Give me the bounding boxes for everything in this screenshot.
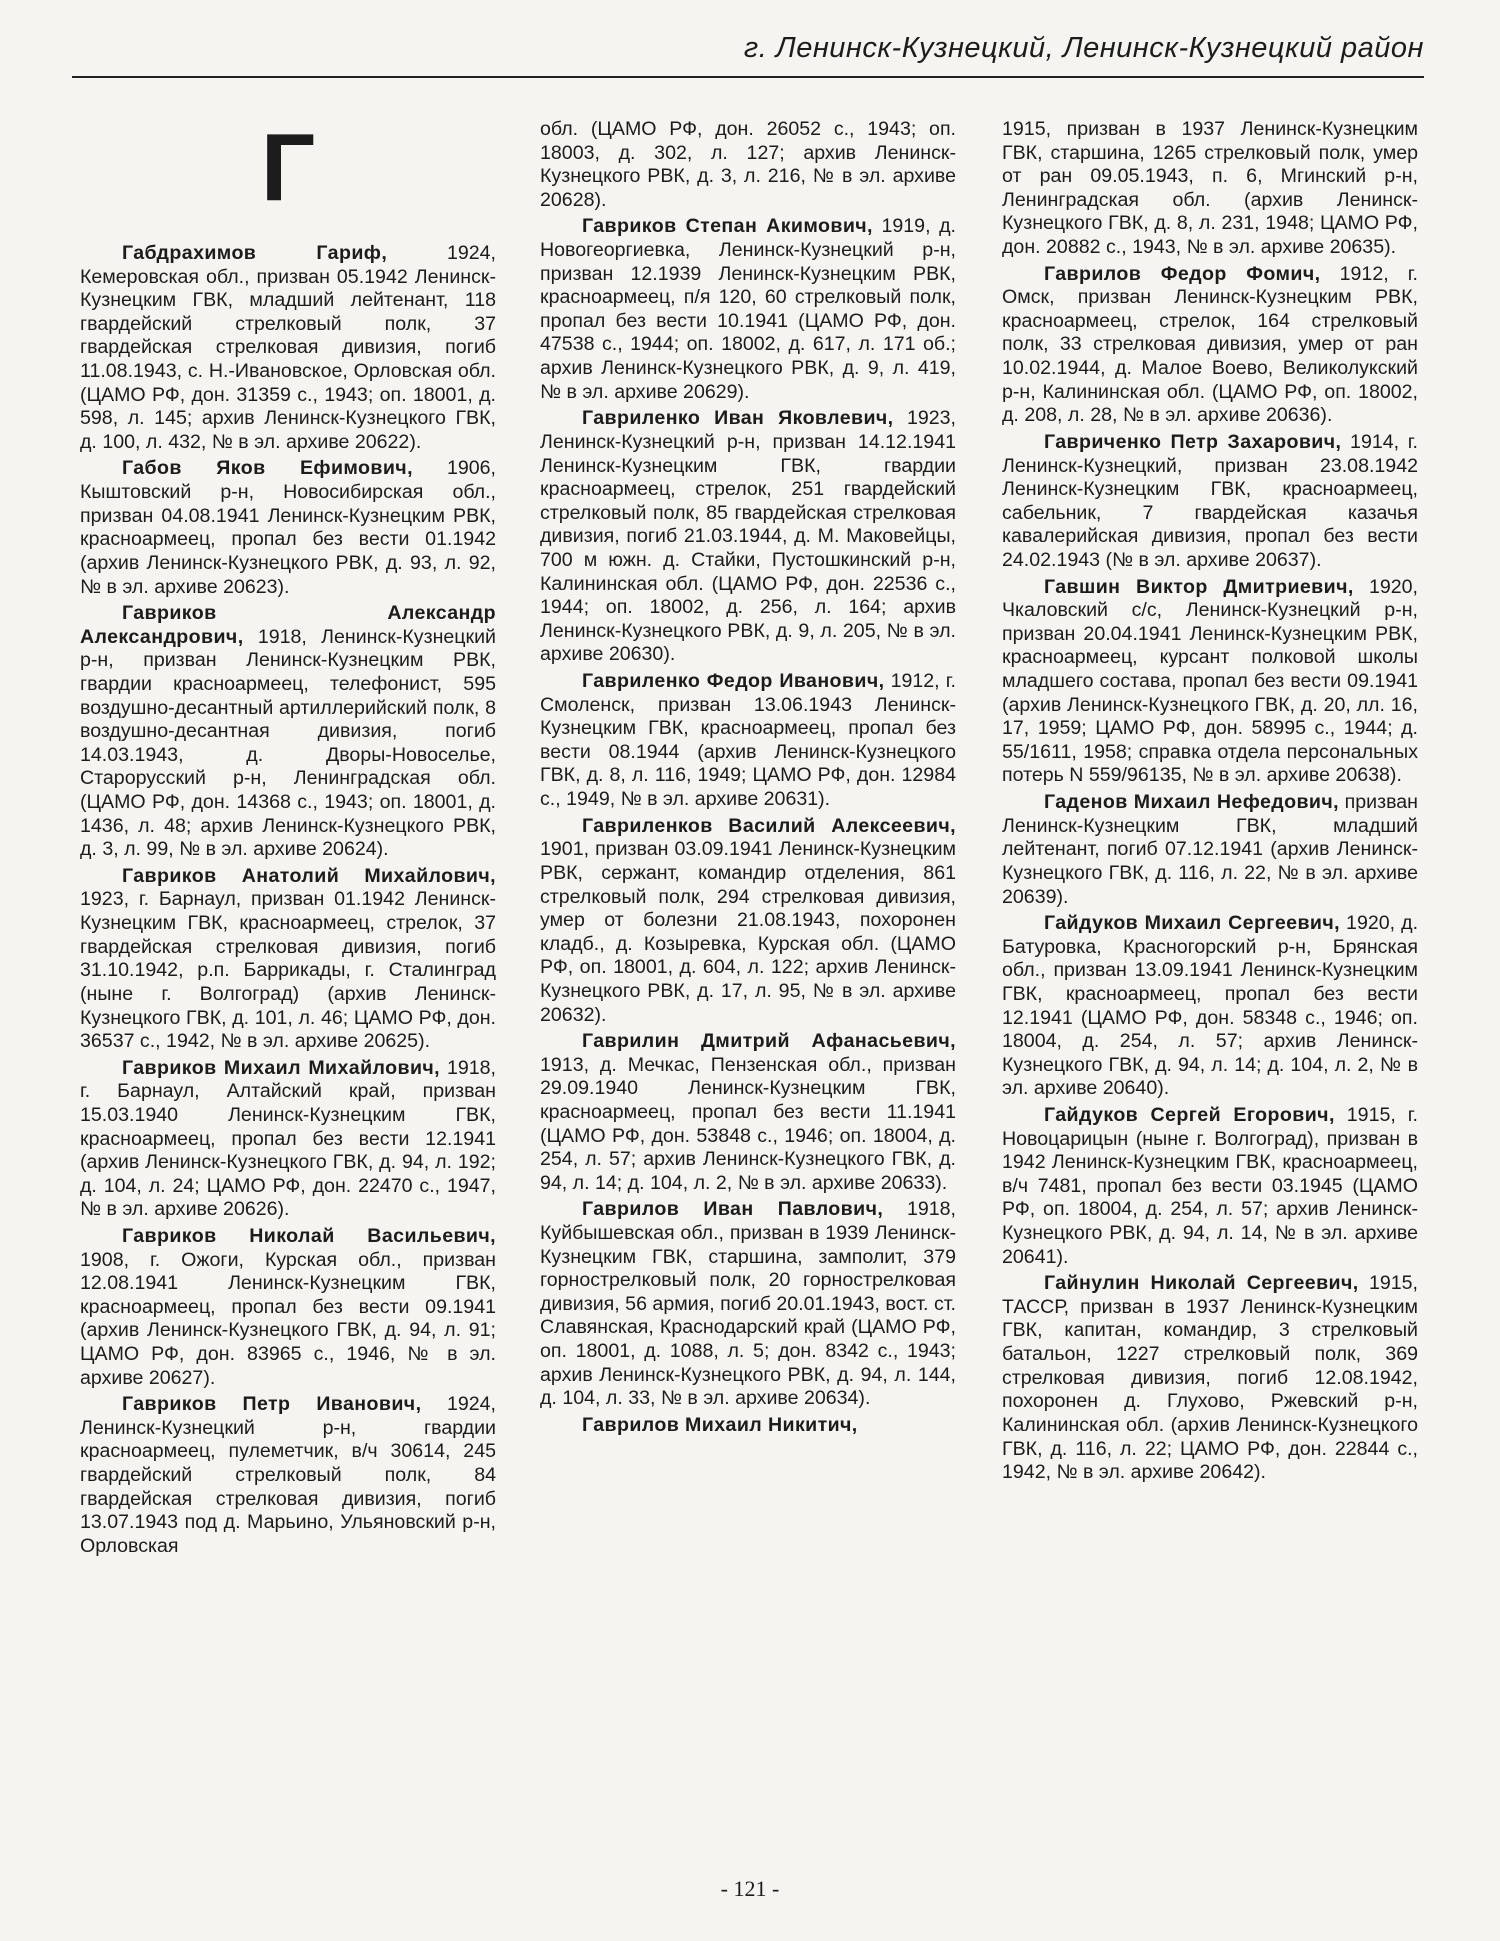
- entry-name: Гавриков Степан Акимович,: [582, 215, 873, 238]
- section-letter: Г: [260, 114, 316, 221]
- entry: [1002, 263, 1418, 428]
- entry-text: 1908, г. Ожоги, Курская обл., призван 12.08.1941 Ленинск-Кузнецким ГВК, красноармеец, пропал без вести 09.1941 (архив Ленинск-Кузнецкого ГВК, д. 94, л. 91; ЦАМО РФ, дон. 83965 с., 1946, № в эл. архиве 20627).: [80, 1248, 496, 1389]
- entry-text: 1915, призван в 1937 Ленинск-Кузнецким ГВК, старшина, 1265 стрелковый полк, умер от ран 09.05.1943, п. 6, Мгинский р-н, Ленинградская обл. (архив Ленинск-Кузнецкого ГВК, д. 8, л. 231, 1948; ЦАМО РФ, дон. 20882 с., 1943, № в эл. архиве 20635).: [1002, 118, 1418, 259]
- entry-name: Гавриков Александр Александрович,: [80, 602, 496, 648]
- entry: [80, 1225, 496, 1390]
- page-number: - 121 -: [720, 1876, 780, 1901]
- column-1: [80, 112, 496, 1562]
- entry-text: 1912, г. Омск, призван Ленинск-Кузнецким РВК, красноармеец, стрелок, 164 стрелковый полк, 33 стрелковая дивизия, умер от ран 10.02.1944, д. Малое Воево, Великолукский р-н, Калининская обл. (ЦАМО РФ, оп. 18002, д. 208, л. 28, № в эл. архиве 20636).: [1002, 262, 1418, 427]
- entry-text: 1912, г. Смоленск, призван 13.06.1943 Ленинск-Кузнецким ГВК, красноармеец, пропал без вести 08.1944 (архив Ленинск-Кузнецкого ГВК, д. 8, л. 116, 1949; ЦАМО РФ, дон. 12984 с., 1949, № в эл. архиве 20631).: [540, 670, 956, 811]
- entry: [540, 1030, 956, 1195]
- entry-text: 1920, д. Батуровка, Красногорский р-н, Брянская обл., призван 13.09.1941 Ленинск-Кузнецким ГВК, красноармеец, пропал без вести 12.1941 (ЦАМО РФ, дон. 58348 с., 1946; оп. 18004, д. 254, л. 57; архив Ленинск-Кузнецкого ГВК, д. 94, л. 14; д. 104, л. 2, № в эл. архиве 20640).: [1002, 912, 1419, 1100]
- entry: [540, 815, 956, 1027]
- entry-name: Гавриленко Иван Яковлевич,: [582, 407, 894, 430]
- entry: [80, 242, 496, 454]
- entry-name: Гавриков Николай Васильевич,: [122, 1224, 496, 1247]
- entry: [1002, 118, 1418, 260]
- entry-name: Гаврилин Дмитрий Афанасьевич,: [582, 1030, 956, 1053]
- entry-name: Гаврилов Федор Фомич,: [1044, 262, 1321, 285]
- entry-name: Гайдуков Сергей Егорович,: [1044, 1103, 1335, 1126]
- entry: [540, 118, 956, 212]
- entry-text: 1918, Ленинск-Кузнецкий р-н, призван Ленинск-Кузнецким РВК, гвардии красноармеец, телефонист, 595 воздушно-десантный артиллерийский полк, 8 воздушно-десантная дивизия, погиб 14.03.1943, д. Дворы-Новоселье, Старорусский р-н, Ленинградская обл. (ЦАМО РФ, дон. 14368 с., 1943; оп. 18001, д. 1436, л. 48; архив Ленинск-Кузнецкого РВК, д. 3, л. 99, № в эл. архиве 20624).: [80, 625, 496, 861]
- entry-name: Габдрахимов Гариф,: [122, 242, 388, 264]
- entry-text: 1918, г. Барнаул, Алтайский край, призван 15.03.1940 Ленинск-Кузнецким ГВК, красноармеец, пропал без вести 12.1941 (архив Ленинск-Кузнецкого ГВК, д. 94, л. 192; д. 104, л. 24; ЦАМО РФ, дон. 22470 с., 1947, № в эл. архиве 20626).: [80, 1056, 497, 1221]
- entry-text: 1923, г. Барнаул, призван 01.1942 Ленинск-Кузнецким ГВК, красноармеец, стрелок, 37 гвардейская стрелковая дивизия, погиб 31.10.1942, р.п. Баррикады, г. Сталинград (ныне г. Волгоград) (архив Ленинск-Кузнецкого ГВК, д. 101, л. 46; ЦАМО РФ, дон. 36537 с., 1942, № в эл. архиве 20625).: [80, 888, 496, 1053]
- entry: [540, 670, 956, 812]
- column-3: [1002, 118, 1418, 1488]
- entry: [1002, 912, 1418, 1101]
- entry-text: 1914, г. Ленинск-Кузнецкий, призван 23.08.1942 Ленинск-Кузнецким ГВК, красноармеец, сабельник, 7 гвардейская казачья кавалерийская дивизия, пропал без вести 24.02.1943 (№ в эл. архиве 20637).: [1002, 430, 1418, 571]
- entry-name: Гавриленков Василий Алексеевич,: [582, 814, 956, 837]
- entry: [80, 865, 496, 1054]
- entry-text: 1906, Кыштовский р-н, Новосибирская обл., призван 04.08.1941 Ленинск-Кузнецким РВК, красноармеец, пропал без вести 01.1942 (архив Ленинск-Кузнецкого РВК, д. 93, л. 92, № в эл. архиве 20623).: [80, 457, 496, 598]
- entry-text: 1915, г. Новоцарицын (ныне г. Волгоград), призван в 1942 Ленинск-Кузнецким ГВК, красноармеец, в/ч 7481, пропал без вести 03.1945 (ЦАМО РФ, оп. 18004, д. 254, л. 57; архив Ленинск-Кузнецкого РВК, д. 94, л. 14, № в эл. архиве 20641).: [1002, 1103, 1418, 1268]
- entry-text: обл. (ЦАМО РФ, дон. 26052 с., 1943; оп. 18003, д. 302, л. 127; архив Ленинск-Кузнецкого РВК, д. 3, л. 216, № в эл. архиве 20628).: [540, 118, 956, 211]
- column-2: [540, 118, 956, 1441]
- entry-name: Габов Яков Ефимович,: [122, 457, 413, 480]
- entry-text: 1901, призван 03.09.1941 Ленинск-Кузнецким РВК, сержант, командир отделения, 861 стрелковый полк, 294 стрелковая дивизия, умер от болезни 21.08.1943, похоронен кладб., д. Козыревка, Курская обл. (ЦАМО РФ, оп. 18001, д. 604, л. 122; архив Ленинск-Кузнецкого РВК, д. 17, л. 95, № в эл. архиве 20632).: [540, 838, 956, 1026]
- entry: [540, 407, 956, 667]
- entry: [1002, 576, 1418, 788]
- entry: [1002, 1272, 1418, 1484]
- header-rule: [72, 76, 1424, 78]
- entry-name: Гаденов Михаил Нефедович,: [1044, 791, 1340, 814]
- entry: [540, 1414, 956, 1438]
- entry: [80, 457, 496, 599]
- entry-name: Гавриков Анатолий Михайлович,: [122, 864, 496, 887]
- entry-text: 1915, ТАССР, призван в 1937 Ленинск-Кузнецким ГВК, капитан, командир, 3 стрелковый батальон, 1227 стрелковый полк, 369 стрелковая дивизия, погиб 12.08.1942, похоронен д. Глухово, Ржевский р-н, Калининская обл. (архив Ленинск-Кузнецкого ГВК, д. 116, л. 22; ЦАМО РФ, дон. 22844 с., 1942, № в эл. архиве 20642).: [1002, 1272, 1418, 1484]
- entry: [80, 1393, 496, 1558]
- entry: [1002, 431, 1418, 573]
- entry-name: Гаврилов Иван Павлович,: [582, 1198, 884, 1221]
- entry-text: призван Ленинск-Кузнецким ГВК, младший лейтенант, погиб 07.12.1941 (архив Ленинск-Кузнецкого ГВК, д. 116, л. 22, № в эл. архиве 20639).: [1002, 791, 1418, 908]
- entry: [540, 1198, 956, 1410]
- entry-name: Гавриченко Петр Захарович,: [1044, 430, 1342, 453]
- entry: [80, 1057, 496, 1222]
- running-header: г. Ленинск-Кузнецкий, Ленинск-Кузнецкий район: [743, 32, 1424, 64]
- entry: [540, 215, 956, 404]
- entry-text: 1923, Ленинск-Кузнецкий р-н, призван 14.12.1941 Ленинск-Кузнецким ГВК, гвардии красноармеец, стрелок, 251 гвардейский стрелковый полк, 85 гвардейская стрелковая дивизия, погиб 21.03.1944, д. М. Маковейцы, 700 м южн. д. Стайки, Пустошкинский р-н, Калининская обл. (ЦАМО РФ, дон. 22536 с., 1944; оп. 18002, д. 256, л. 164; архив Ленинск-Кузнецкого РВК, д. 9, л. 205, № в эл. архиве 20630).: [540, 407, 956, 666]
- entry-name: Гавшин Виктор Дмитриевич,: [1044, 575, 1354, 598]
- entry-name: Гаврилов Михаил Никитич,: [582, 1413, 858, 1436]
- entry-text: 1924, Ленинск-Кузнецкий р-н, гвардии красноармеец, пулеметчик, в/ч 30614, 245 гвардейский стрелковый полк, 84 гвардейская стрелковая дивизия, погиб 13.07.1943 под д. Марьино, Ульяновский р-н, Орловская: [80, 1393, 496, 1557]
- entry-name: Гайнулин Николай Сергеевич,: [1044, 1272, 1359, 1295]
- entry-text: 1918, Куйбышевская обл., призван в 1939 Ленинск-Кузнецким ГВК, старшина, замполит, 379 горнострелковый полк, 20 горнострелковая дивизия, 56 армия, погиб 20.01.1943, вост. ст. Славянская, Краснодарский край (ЦАМО РФ, оп. 18001, д. 1088, л. 5; дон. 8342 с., 1943; архив Ленинск-Кузнецкого РВК, д. 94, л. 144, д. 104, л. 33, № в эл. архиве 20634).: [540, 1198, 956, 1410]
- entry: [1002, 791, 1418, 909]
- entry-text: 1919, д. Новогеоргиевка, Ленинск-Кузнецкий р-н, призван 12.1939 Ленинск-Кузнецким РВК, красноармеец, п/я 120, 60 стрелковый полк, пропал без вести 10.1941 (ЦАМО РФ, дон. 47538 с., 1944; оп. 18002, д. 617, л. 171 об.; архив Ленинск-Кузнецкого РВК, д. 9, л. 419, № в эл. архиве 20629).: [540, 215, 956, 403]
- entry: [80, 602, 496, 862]
- entry-name: Гавриков Петр Иванович,: [122, 1393, 422, 1416]
- entry-name: Гавриков Михаил Михайлович,: [122, 1056, 441, 1079]
- entry-name: Гайдуков Михаил Сергеевич,: [1044, 912, 1340, 935]
- entry-text: 1924, Кемеровская обл., призван 05.1942 Ленинск-Кузнецким ГВК, младший лейтенант, 118 гвардейский стрелковый полк, 37 гвардейская стрелковая дивизия, погиб 11.08.1943, с. Н.-Ивановское, Орловская обл. (ЦАМО РФ, дон. 31359 с., 1943; оп. 18001, д. 598, л. 145; архив Ленинск-Кузнецкого ГВК, д. 100, л. 432, № в эл. архиве 20622).: [80, 242, 496, 453]
- entry-name: Гавриленко Федор Иванович,: [582, 670, 885, 693]
- entry-text: 1913, д. Мечкас, Пензенская обл., призван 29.09.1940 Ленинск-Кузнецким ГВК, красноармеец, пропал без вести 11.1941 (ЦАМО РФ, дон. 53848 с., 1946; оп. 18004, д. 254, л. 57; архив Ленинск-Кузнецкого ГВК, д. 94, л. 14; д. 104, л. 2, № в эл. архиве 20633).: [540, 1053, 956, 1194]
- entry-text: 1920, Чкаловский с/с, Ленинск-Кузнецкий р-н, призван 20.04.1941 Ленинск-Кузнецким РВК, красноармеец, курсант полковой школы младшего состава, пропал без вести 09.1941 (архив Ленинск-Кузнецкого ГВК, д. 20, лл. 16, 17, 1959; ЦАМО РФ, дон. 58995 с., 1944; д. 55/1611, 1958; справка отдела персональных потерь N 559/96135, № в эл. архиве 20638).: [1002, 575, 1418, 787]
- entry: [1002, 1104, 1418, 1269]
